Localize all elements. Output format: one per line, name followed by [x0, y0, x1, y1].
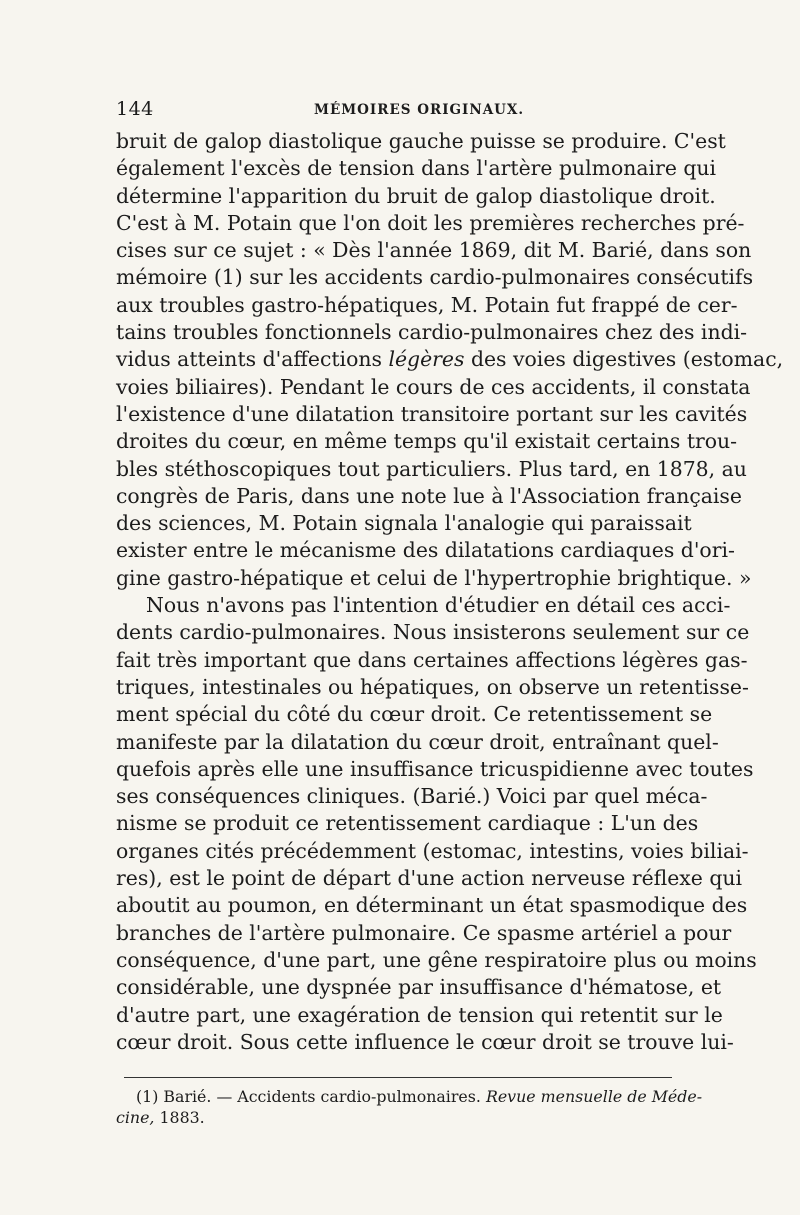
footnote-line: [116, 1107, 688, 1128]
text-line-mixed: [116, 346, 784, 373]
footnote-journal: Revue mensuelle de Méde-: [485, 1087, 703, 1106]
text-line: cises sur ce sujet : « Dès l'année 1869, dit M. Barié, dans son: [116, 238, 752, 263]
text-segment: vidus atteints d'affections: [116, 347, 382, 372]
footnote-marker: (1): [136, 1087, 159, 1106]
text-line: aboutit au poumon, en déterminant un état spasmodique des: [116, 893, 748, 918]
text-line: des sciences, M. Potain signala l'analogie qui paraissait: [116, 511, 692, 536]
text-line: manifeste par la dilatation du cœur droit, entraînant quel-: [116, 729, 719, 754]
text-line: organes cités précédemment (estomac, intestins, voies biliai-: [116, 838, 749, 863]
text-line: tains troubles fonctionnels cardio-pulmonaires chez des indi-: [116, 320, 748, 345]
footnote-title: Accidents cardio-pulmonaires.: [237, 1087, 481, 1106]
text-line: exister entre le mécanisme des dilatations cardiaques d'ori-: [116, 538, 735, 563]
text-line: dents cardio-pulmonaires. Nous insisterons seulement sur ce: [116, 620, 750, 645]
text-line: d'autre part, une exagération de tension qui retentit sur le: [116, 1002, 723, 1027]
text-line: bles stéthoscopiques tout particuliers. Plus tard, en 1878, au: [116, 456, 747, 481]
text-line: triques, intestinales ou hépatiques, on observe un retentisse-: [116, 674, 749, 699]
text-segment: des voies digestives (estomac,: [470, 347, 784, 372]
text-line: nisme se produit ce retentissement cardiaque : L'un des: [116, 811, 699, 836]
page-number: 144: [116, 98, 154, 120]
text-line: Nous n'avons pas l'intention d'étudier en détail ces acci-: [146, 593, 731, 618]
footnote-line: [116, 1086, 703, 1107]
text-line: congrès de Paris, dans une note lue à l'Association française: [116, 483, 742, 508]
main-text: [116, 128, 784, 1056]
running-title: MÉMOIRES ORIGINAUX.: [314, 102, 525, 118]
text-line: cœur droit. Sous cette influence le cœur droit se trouve lui-: [116, 1029, 734, 1054]
footnote-dash: —: [216, 1087, 233, 1106]
page-header: [116, 96, 692, 124]
text-line: conséquence, d'une part, une gêne respiratoire plus ou moins: [116, 947, 757, 972]
text-line: droites du cœur, en même temps qu'il existait certains trou-: [116, 429, 738, 454]
text-line: l'existence d'une dilatation transitoire portant sur les cavités: [116, 401, 748, 426]
text-line: mémoire (1) sur les accidents cardio-pulmonaires consécutifs: [116, 265, 754, 290]
text-line: gine gastro-hépatique et celui de l'hypertrophie brightique. »: [116, 565, 752, 590]
text-line: fait très important que dans certaines affections légères gas-: [116, 647, 748, 672]
text-line: également l'excès de tension dans l'artère pulmonaire qui: [116, 156, 717, 181]
italic-word: légères: [388, 347, 465, 372]
text-line: considérable, une dyspnée par insuffisance d'hématose, et: [116, 975, 722, 1000]
text-line: C'est à M. Potain que l'on doit les premières recherches pré-: [116, 210, 745, 235]
text-line: ses conséquences cliniques. (Barié.) Voici par quel méca-: [116, 784, 708, 809]
text-line: voies biliaires). Pendant le cours de ces accidents, il constata: [116, 374, 751, 399]
footnote-author: Barié.: [163, 1087, 212, 1106]
text-line: branches de l'artère pulmonaire. Ce spasme artériel a pour: [116, 920, 732, 945]
footnote-divider: [124, 1077, 672, 1078]
text-line: quefois après elle une insuffisance tricuspidienne avec toutes: [116, 756, 754, 781]
footnote-journal-cont: cine,: [116, 1108, 155, 1127]
text-line: aux troubles gastro-hépatiques, M. Potain fut frappé de cer-: [116, 292, 738, 317]
footnote-year: 1883.: [159, 1108, 205, 1127]
text-line: res), est le point de départ d'une action nerveuse réflexe qui: [116, 866, 743, 891]
text-line: détermine l'apparition du bruit de galop diastolique droit.: [116, 183, 716, 208]
text-line: ment spécial du côté du cœur droit. Ce retentissement se: [116, 702, 713, 727]
text-line: bruit de galop diastolique gauche puisse se produire. C'est: [116, 129, 726, 153]
footnote: [116, 1086, 703, 1128]
